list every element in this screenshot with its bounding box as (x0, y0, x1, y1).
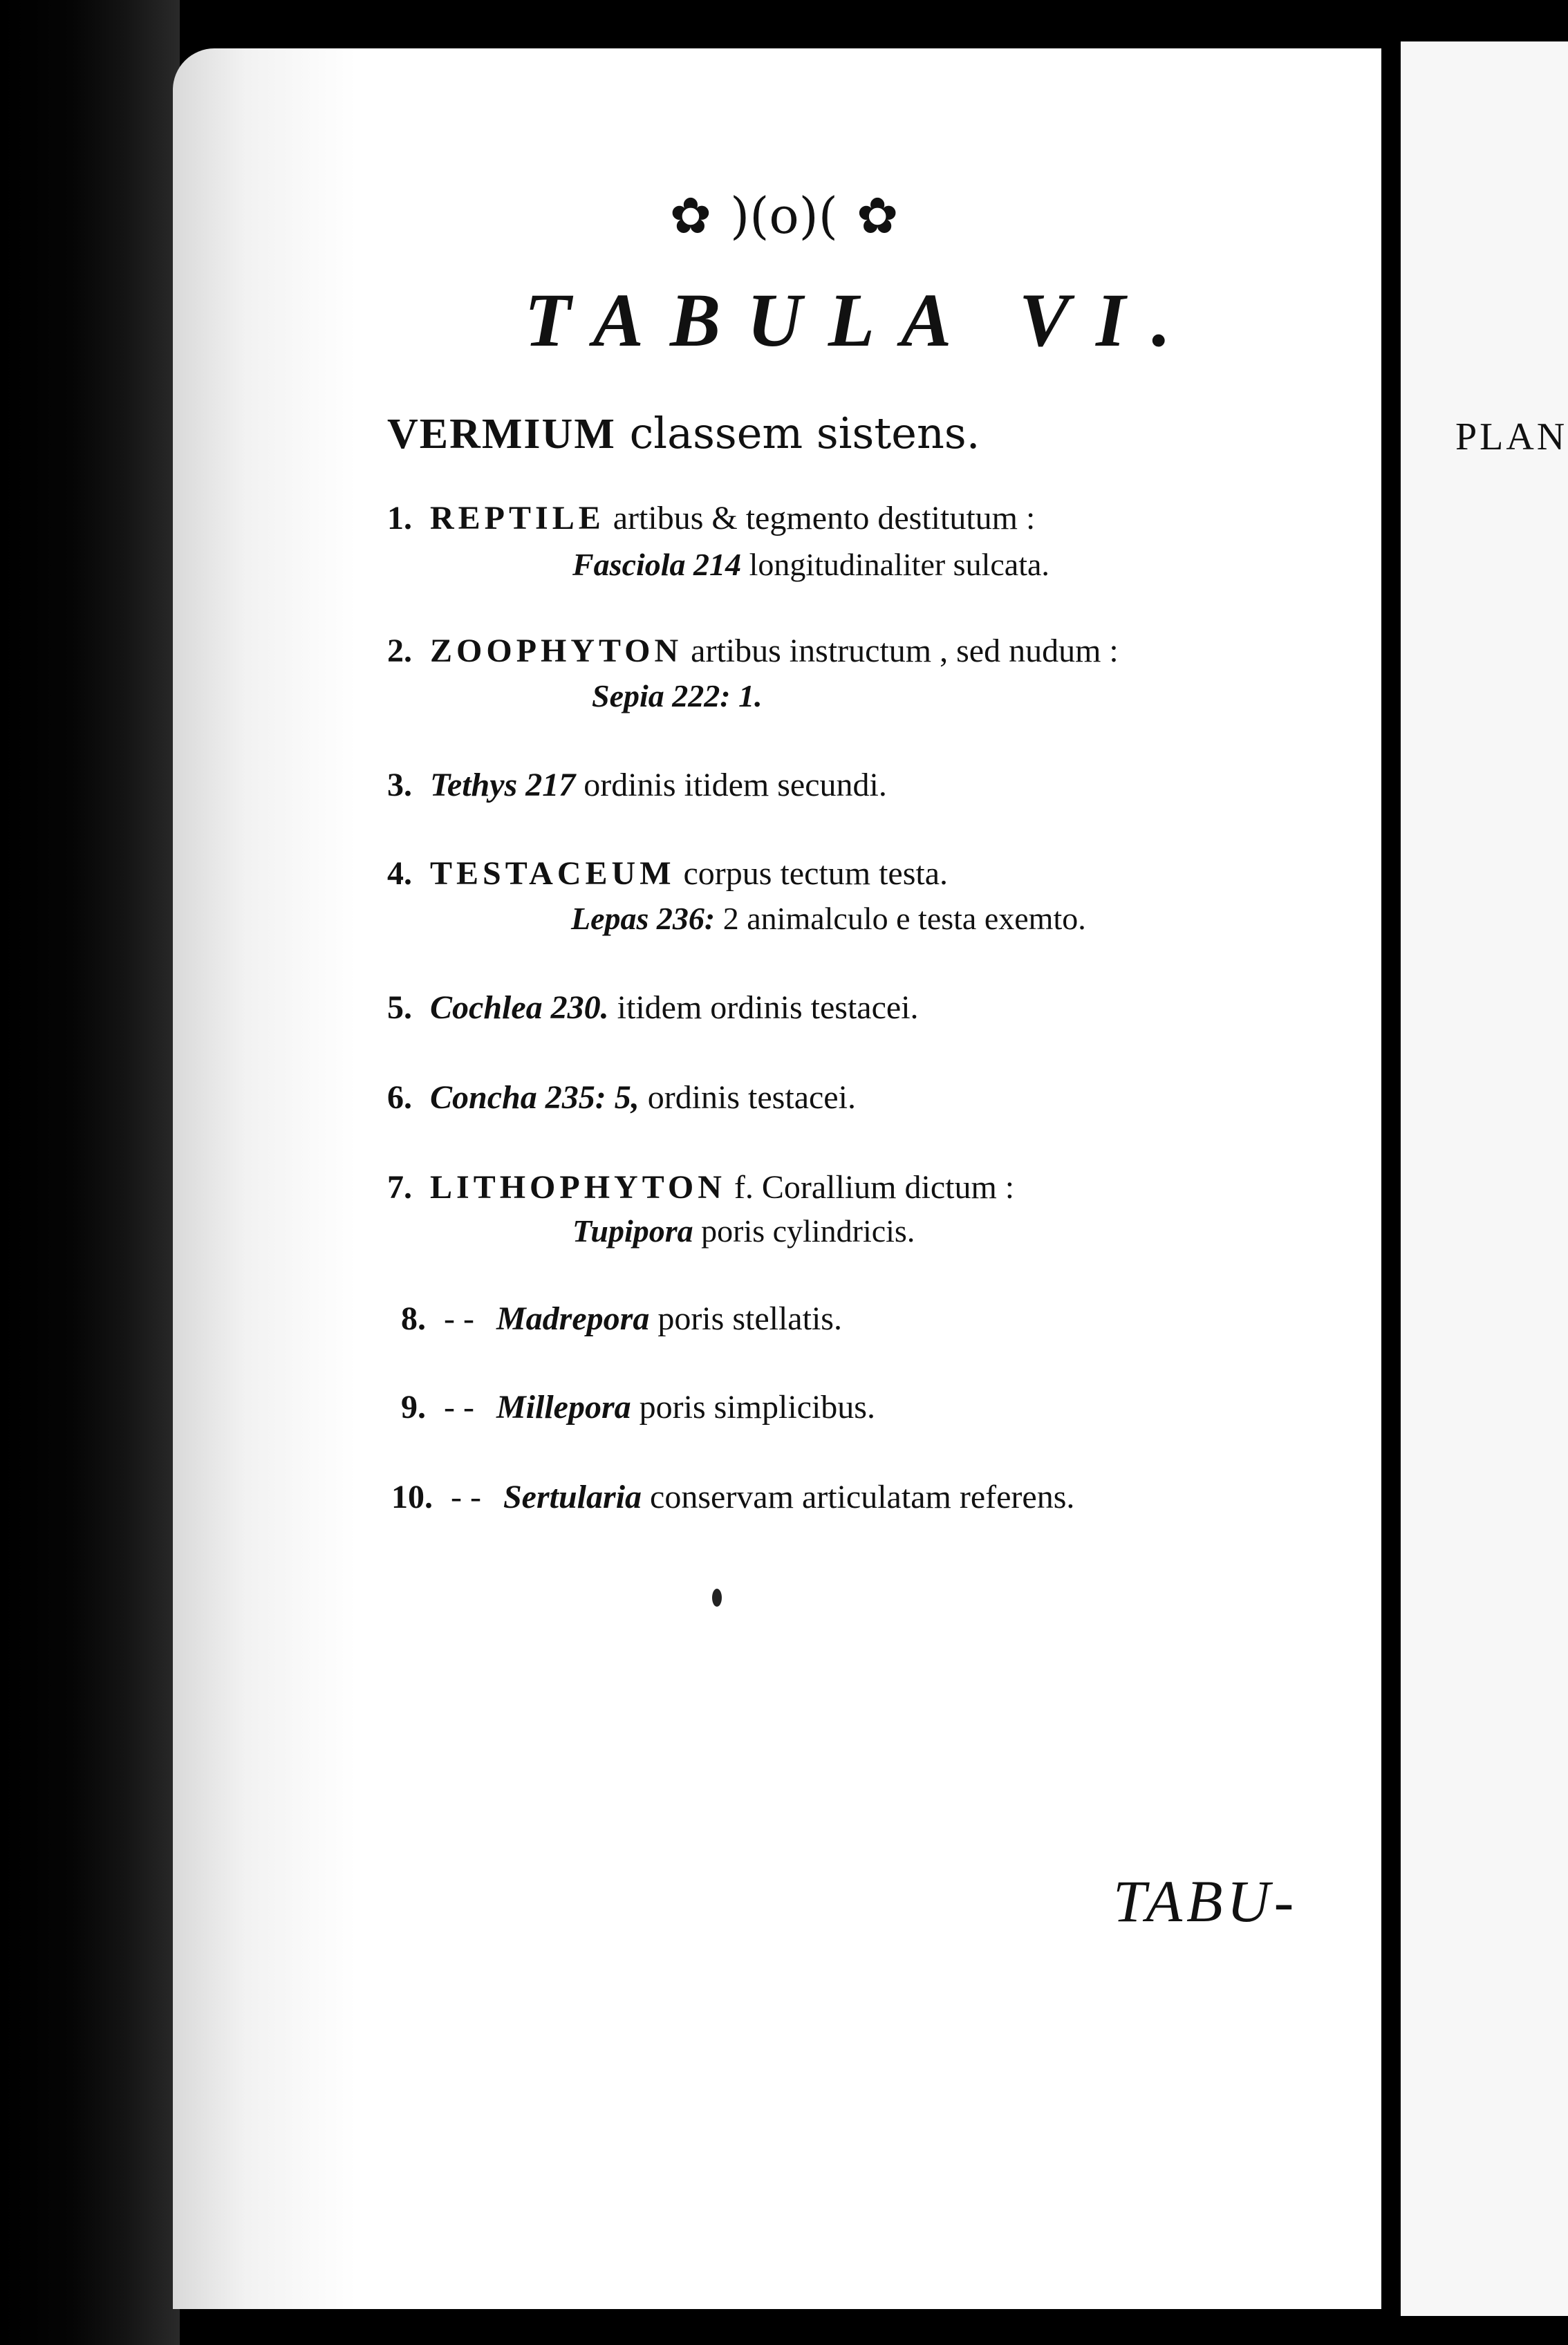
entry-sub-text: poris cylindricis. (701, 1213, 915, 1249)
entry-sub-text: longitudinaliter sulcata. (749, 547, 1049, 582)
list-item (387, 854, 948, 893)
entry-italic: Sertularia (503, 1479, 642, 1515)
entry-caps: LITHOPHYTON (430, 1169, 726, 1206)
entry-italic: Concha 235: 5, (430, 1079, 640, 1116)
entry-sub-italic: Tupipora (572, 1213, 693, 1249)
list-item (387, 632, 1119, 670)
entry-text: artibus & tegmento destitutum : (613, 500, 1036, 536)
heading-caps: VERMIUM (387, 411, 616, 458)
entry-number: 10. (391, 1479, 433, 1515)
entry-text: f. Corallium dictum : (734, 1169, 1015, 1206)
flower-ornament-icon: ✿ (669, 187, 712, 245)
entry-italic: Madrepora (496, 1300, 650, 1337)
list-item (391, 1478, 1074, 1516)
entry-subline (571, 900, 1086, 937)
entry-subline (592, 678, 763, 714)
flower-ornament-icon: ✿ (856, 187, 899, 245)
heading-rest: classem sistens. (629, 408, 980, 458)
list-item (387, 989, 919, 1027)
entry-number: 9. (401, 1389, 426, 1426)
list-item (387, 766, 887, 804)
entry-text: ordinis testacei. (647, 1079, 856, 1116)
entry-text: artibus instructum , sed nudum : (691, 633, 1119, 669)
facing-page-text: PLAN (1455, 415, 1568, 458)
entry-number: 6. (387, 1079, 412, 1116)
list-item (387, 499, 1035, 537)
entry-subline (572, 546, 1049, 583)
entry-sub-italic: Sepia 222: 1. (592, 678, 763, 713)
entry-number: 3. (387, 767, 412, 803)
entry-sub-text: 2 animalculo e testa exemto. (722, 901, 1086, 936)
entry-italic: Millepora (496, 1389, 631, 1426)
entry-text: conservam articulatam referens. (650, 1479, 1075, 1515)
entry-number: 2. (387, 633, 412, 669)
page-title: TABULA VI. (524, 278, 1197, 362)
entry-dashes: - - (444, 1300, 474, 1337)
entry-number: 8. (401, 1300, 426, 1337)
entry-subline (572, 1213, 915, 1249)
entry-text: ordinis itidem secundi. (584, 767, 887, 803)
list-item (401, 1300, 842, 1338)
ink-spot (712, 1589, 722, 1607)
entry-caps: ZOOPHYTON (430, 633, 683, 669)
entry-caps: TESTACEUM (430, 855, 675, 892)
list-item (387, 1078, 856, 1117)
list-item (401, 1388, 875, 1426)
center-ornament: )(o)( (730, 187, 838, 245)
entry-dashes: - - (451, 1479, 481, 1515)
section-heading (387, 408, 980, 459)
catchword: TABU- (1113, 1868, 1298, 1934)
list-item (387, 1168, 1014, 1206)
entry-text: corpus tectum testa. (683, 855, 949, 892)
entry-sub-italic: Fasciola 214 (572, 547, 742, 582)
entry-caps: REPTILE (430, 500, 605, 536)
entry-italic: Tethys 217 (430, 767, 576, 803)
entry-text: itidem ordinis testacei. (617, 989, 919, 1026)
right-page (1401, 41, 1568, 2316)
entry-number: 1. (387, 500, 412, 536)
entry-dashes: - - (444, 1389, 474, 1426)
entry-number: 4. (387, 855, 412, 892)
entry-italic: Cochlea 230. (430, 989, 609, 1026)
entry-sub-italic: Lepas 236: (571, 901, 716, 936)
entry-number: 7. (387, 1169, 412, 1206)
page-gutter (1381, 41, 1401, 2316)
entry-text: poris simplicibus. (639, 1389, 875, 1426)
entry-text: poris stellatis. (657, 1300, 842, 1337)
ornament-header (0, 187, 1568, 245)
entry-number: 5. (387, 989, 412, 1026)
